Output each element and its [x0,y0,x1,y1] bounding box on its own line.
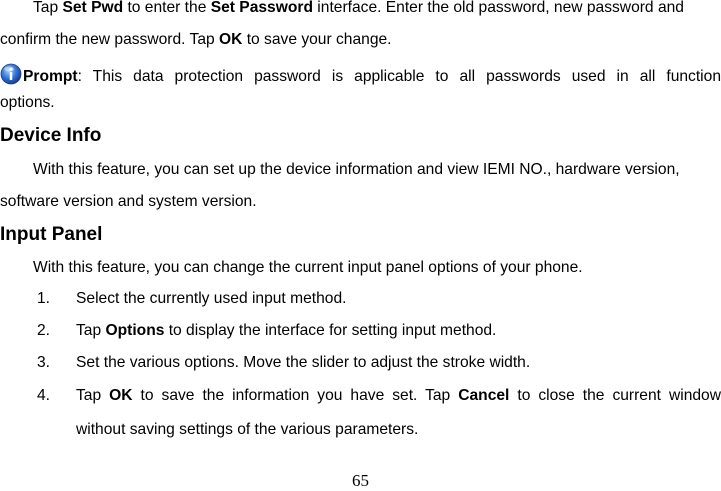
text: Tap [76,322,106,339]
step-text [76,353,530,373]
input-panel-intro [33,258,583,278]
text: to enter the [123,0,211,16]
step-text [76,289,346,309]
input-panel-heading: Input Panel [0,224,103,245]
options-term: Options [105,322,165,339]
device-info-heading: Device Info [0,125,102,146]
text: to display the interface for setting input method. [164,322,497,339]
set-pwd-line-2 [0,30,392,50]
ok-term: OK [109,387,133,404]
prompt-line-1 [0,63,721,87]
cancel-term: Cancel [458,387,510,404]
text: Tap [33,0,63,16]
text: to save the information you have set. Tap [132,387,459,404]
step-number: 2. [37,322,51,339]
step-1-text: Select the currently used input method. [76,290,347,307]
device-info-line-2 [0,192,257,212]
step-number: 4. [37,387,51,404]
step-text [76,386,721,406]
text: Tap [76,387,110,404]
step-text-continued [76,420,418,440]
text: to save your change. [242,31,392,48]
step-3-text: Set the various options. Move the slider to adjust the stroke width. [76,354,531,371]
input-panel-intro-text: With this feature, you can change the current input panel options of your phone. [33,259,583,276]
step-number: 1. [37,290,51,307]
prompt-text: : This data protection password is applicable to all passwords used in all function [77,68,721,85]
step-number: 3. [37,354,51,371]
prompt-label: Prompt [23,68,78,85]
step-text [76,321,496,341]
prompt-line-2 [0,93,55,113]
set-pwd-term: Set Pwd [62,0,124,16]
device-info-line-1 [33,160,680,180]
text: to close the current window [509,387,721,404]
page-number: 65 [352,471,369,490]
text: interface. Enter the old password, new password and [312,0,684,16]
info-icon [0,63,22,85]
step-4-text-continued: without saving settings of the various parameters. [76,421,419,438]
set-pwd-line-1 [33,0,684,18]
device-info-text: software version and system version. [0,193,257,210]
device-info-text: With this feature, you can set up the device information and view IEMI NO., hardware version, [33,161,680,178]
set-password-term: Set Password [210,0,313,16]
prompt-text-continued: options. [0,94,55,111]
ok-term: OK [219,31,243,48]
text: confirm the new password. Tap [0,31,219,48]
